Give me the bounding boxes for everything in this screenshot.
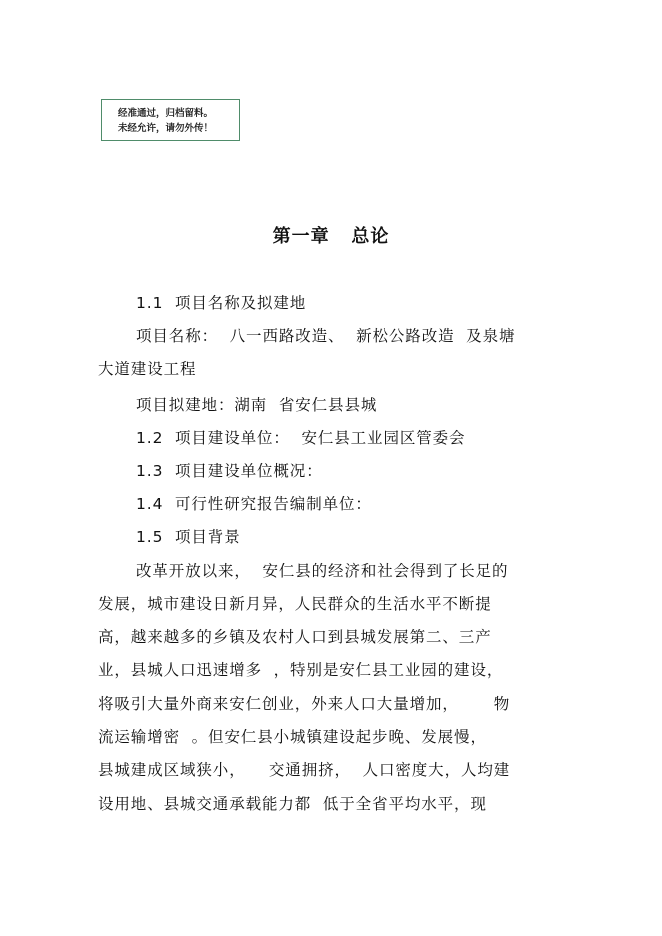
- body-line-6: 流运输增密 。但安仁县小城镇建设起步晚、发展慢，: [98, 728, 487, 746]
- body-line-8: 设用地、县城交通承载能力都 低于全省平均水平，现: [98, 795, 487, 813]
- section-1-2-heading: 1.2 项目建设单位： 安仁县工业园区管委会: [136, 429, 466, 447]
- body-line-2: 发展，城市建设日新月异，人民群众的生活水平不断提: [98, 595, 492, 613]
- body-line-1: 改革开放以来， 安仁县的经济和社会得到了长足的: [136, 562, 509, 580]
- section-1-5-heading: 1.5 项目背景: [136, 528, 241, 546]
- approval-stamp: [101, 99, 240, 141]
- section-1-1-heading: 1.1 项目名称及拟建地: [136, 294, 307, 312]
- section-1-3-heading: 1.3 项目建设单位概况：: [136, 462, 323, 480]
- project-name-line-2: 大道建设工程: [98, 360, 197, 378]
- section-1-4-heading: 1.4 可行性研究报告编制单位：: [136, 495, 372, 513]
- stamp-line-1: 经准通过，归档留料。: [118, 108, 214, 119]
- project-location: 项目拟建地：湖南 省安仁县县城: [136, 396, 378, 414]
- stamp-line-2: 未经允许，请勿外传！: [118, 123, 214, 134]
- body-line-7: 县城建成区域狭小， 交通拥挤， 人口密度大，人均建: [98, 761, 511, 779]
- body-line-5: 将吸引大量外商来安仁创业，外来人口大量增加， 物: [98, 695, 511, 713]
- chapter-title: 第一章 总论: [272, 226, 390, 247]
- body-line-3: 高，越来越多的乡镇及农村人口到县城发展第二、三产: [98, 628, 492, 646]
- project-name-line-1: 项目名称： 八一西路改造、 新松公路改造 及泉塘: [136, 327, 516, 345]
- body-line-4: 业，县城人口迅速增多 ，特别是安仁县工业园的建设，: [98, 661, 504, 679]
